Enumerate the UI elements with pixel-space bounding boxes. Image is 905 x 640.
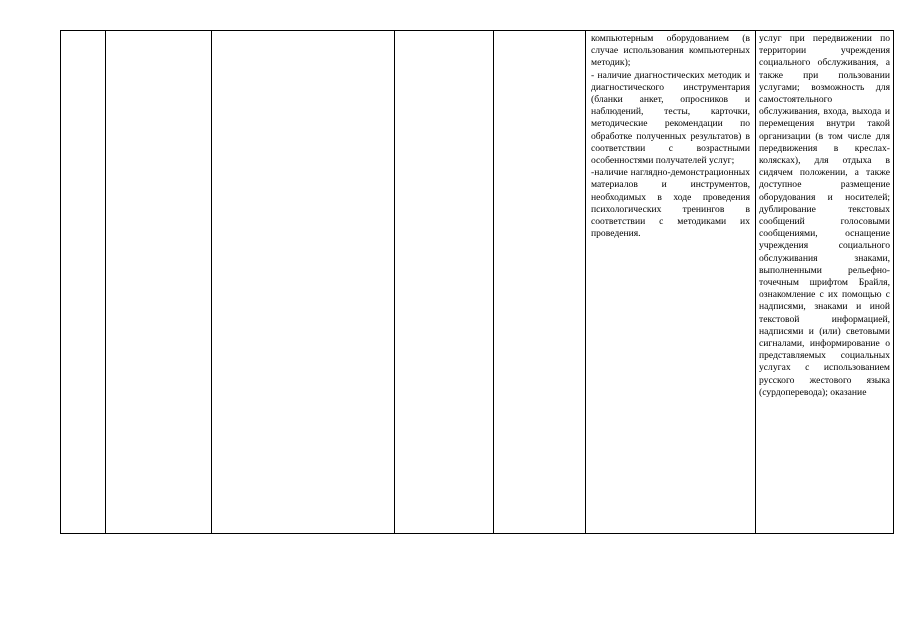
- table-cell-conditions-for-disabled: [756, 31, 894, 534]
- table-cell-service-term: [395, 31, 494, 534]
- services-standard-table: [60, 30, 894, 534]
- quality-indicators-paragraph: компьютерным оборудованием (в случае использования компьютерных методик);: [591, 33, 750, 69]
- table-cell-service-name: [106, 31, 212, 534]
- table-row: [61, 31, 894, 534]
- quality-indicators-paragraph: - наличие диагностических методик и диагностического инструментария (бланки анкет, опросников и наблюдений, тесты, карточки, методические рекомендации по обработке полученных результатов) в соответствии с возрастными особенностями получателей услуг;: [591, 69, 750, 167]
- quality-indicators-text: [586, 31, 755, 240]
- table-cell-quality-indicators: [586, 31, 756, 534]
- table-cell-service-rate: [494, 31, 586, 534]
- table-cell-number: [61, 31, 106, 534]
- conditions-for-disabled-text: [756, 31, 893, 399]
- quality-indicators-paragraph: -наличие наглядно-демонстрационных материалов и инструментов, необходимых в ходе проведения психологических тренингов в соответствии с методиками их проведения.: [591, 167, 750, 240]
- conditions-for-disabled-paragraph: услуг при передвижении по территории учреждения социального обслуживания, а также при пользовании услугами; возможность для самостоятельного обслуживания, входа, выхода и перемещения внутри такой организации (в том числе для передвижения в креслах-колясках), для отдыха в сидячем положении, а также доступное размещение оборудования и носителей; дублирование текстовых сообщений голосовыми сообщениями, оснащение учреждения социального обслуживания знаками, выполненными рельефно-точечным шрифтом Брайля, ознакомление с их помощью с надписями, знаками и иной текстовой информацией, надписями и (или) световыми сигналами, информирование о представляемых социальных услугах с использованием русского жестового языка (сурдоперевода); оказание: [759, 33, 890, 398]
- table-cell-service-description: [212, 31, 395, 534]
